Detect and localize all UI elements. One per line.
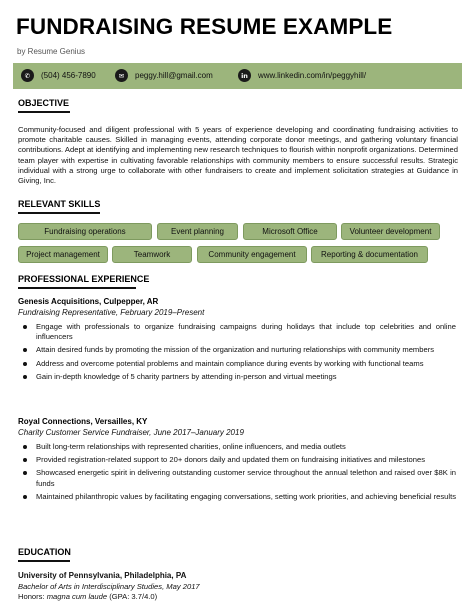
resume-title: FUNDRAISING RESUME EXAMPLE — [16, 14, 393, 39]
phone-text: (504) 456-7890 — [41, 71, 96, 80]
contact-bar — [13, 63, 462, 89]
job-bullets — [36, 322, 456, 385]
honors-value: magna cum laude — [46, 592, 108, 601]
skills-heading — [18, 199, 100, 209]
bullet-item: Gain in-depth knowledge of 5 charity partners by attending in-person and virtual meetings — [36, 372, 456, 382]
skill-pill: Project management — [18, 246, 108, 263]
email-text[interactable]: peggy.hill@gmail.com — [135, 71, 213, 80]
honors-label: Honors: — [18, 592, 47, 601]
objective-text: Community-focused and diligent professional with 5 years of experience developing and coordinating fundraising activities to promote charitable causes. Skilled in managing events, attending corporate donor meetings, and gathering voluntary financial contributions. Adept at identifying and implementing new research techniques to flourish within nonprofit organizations. Determined team player with expertise in cultivating favorable relationships with community members to ensure successful results. Strategic individual with a strong urge to collaborate with other fundraisers to create and implement solicitation strategies at Guidance in Giving, Inc. — [18, 125, 458, 186]
experience-heading-text: PROFESSIONAL EXPERIENCE — [18, 274, 150, 284]
skill-pill: Event planning — [157, 223, 238, 240]
bullet-item: Attain desired funds by promoting the mission of the organization and nurturing relationships with community members — [36, 345, 456, 355]
skill-pill: Community engagement — [197, 246, 307, 263]
heading-underline — [18, 111, 70, 113]
skill-pill: Fundraising operations — [18, 223, 152, 240]
experience-heading — [18, 274, 149, 284]
job-company: Genesis Acquisitions, Culpepper, AR — [18, 297, 159, 306]
byline: by Resume Genius — [17, 47, 86, 56]
email-icon: ✉ — [115, 69, 128, 82]
education-heading — [18, 547, 71, 557]
education-degree: Bachelor of Arts in Interdisciplinary Studies, May 2017 — [18, 582, 200, 591]
bullet-item: Maintained philanthropic values by facilitating engaging conversations, setting work priorities, and achieving beneficial results — [36, 491, 457, 501]
skill-pill: Microsoft Office — [243, 223, 337, 240]
heading-underline — [18, 287, 136, 289]
gpa-text: (GPA: 3.7/4.0) — [107, 592, 158, 601]
education-honors — [18, 592, 157, 601]
contact-phone — [21, 69, 96, 82]
heading-underline — [18, 560, 70, 562]
job-title: Charity Customer Service Fundraiser, June 2017–January 2019 — [18, 428, 244, 437]
education-school: University of Pennsylvania, Philadelphia, PA — [18, 571, 187, 580]
bullet-item: Provided registration-related support to 20+ donors daily and updated them on fundraising initiatives and milestones — [36, 455, 456, 465]
bullet-item: Engage with professionals to organize fundraising campaigns during holidays that include top celebrities and online influencers — [36, 322, 456, 342]
job-title: Fundraising Representative, February 2019–Present — [18, 308, 205, 317]
skill-pill: Reporting & documentation — [311, 246, 428, 263]
skill-pill: Volunteer development — [341, 223, 440, 240]
bullet-item: Built long-term relationships with represented charities, online influencers, and media outlets — [36, 442, 456, 452]
skill-pill: Teamwork — [112, 246, 192, 263]
bullet-item: Showcased energetic spirit in delivering outstanding customer service throughout the annual telethon and raised over $8K in funds — [36, 468, 456, 488]
skills-heading-text: RELEVANT SKILLS — [18, 199, 101, 209]
heading-underline — [18, 212, 100, 214]
linkedin-icon: in — [238, 69, 251, 82]
objective-heading — [18, 98, 69, 108]
objective-heading-text: OBJECTIVE — [18, 98, 70, 108]
phone-icon: ✆ — [21, 69, 34, 82]
linkedin-text[interactable]: www.linkedin.com/in/peggyhill/ — [258, 71, 367, 80]
contact-email[interactable] — [115, 69, 213, 82]
bullet-item: Address and overcome potential problems and maintain compliance during events by working with functional teams — [36, 359, 456, 369]
contact-linkedin[interactable] — [238, 69, 366, 82]
education-heading-text: EDUCATION — [18, 547, 71, 557]
job-bullets — [36, 442, 456, 505]
job-company: Royal Connections, Versailles, KY — [18, 417, 148, 426]
